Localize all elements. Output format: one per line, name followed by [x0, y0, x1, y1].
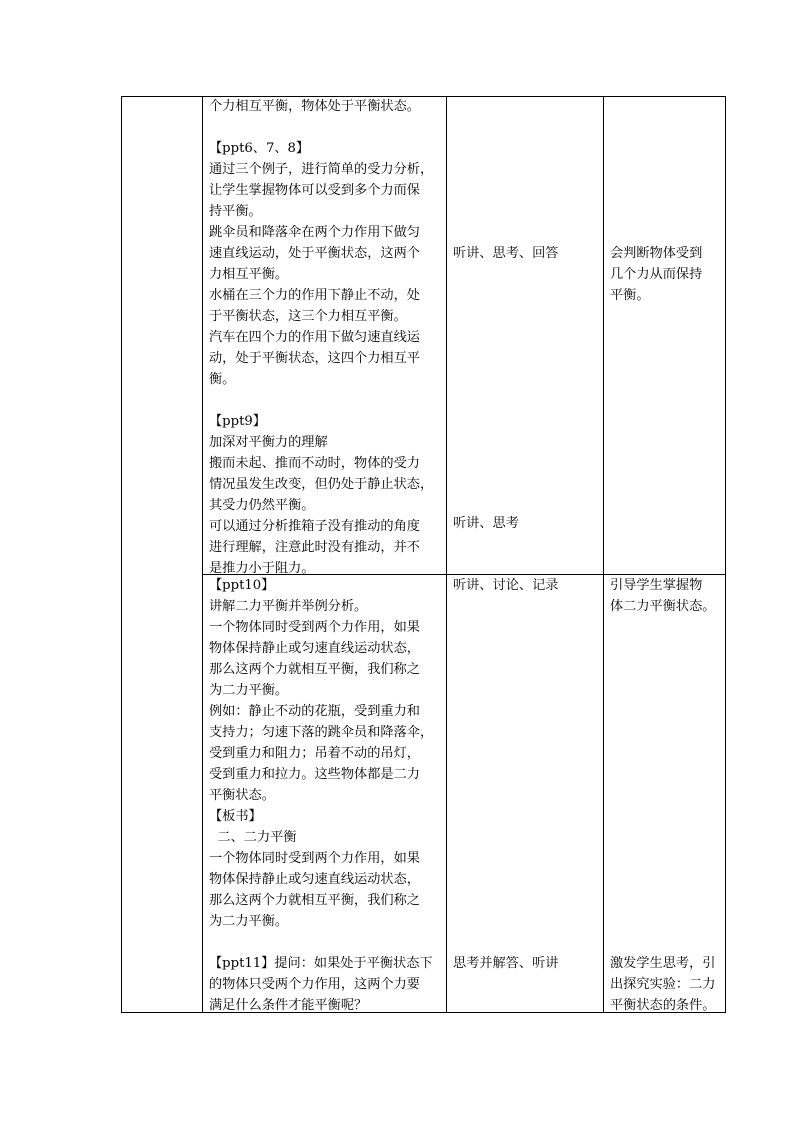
text-line: 加深对平衡力的理解	[209, 435, 328, 450]
text-line: 平衡状态。	[209, 788, 275, 803]
table-border-left	[121, 96, 122, 1013]
text-line: 支持力；匀速下落的跳伞员和降落伞，	[209, 725, 434, 740]
text-line: 水桶在三个力的作用下静止不动，处	[209, 288, 420, 303]
blank-line	[209, 390, 433, 411]
student-activity-row1-a	[453, 243, 559, 264]
activity-text: 听讲、思考	[453, 516, 519, 531]
text-line: 几个力从而保持	[610, 267, 703, 282]
text-line: 动，处于平衡状态，这四个力相互平	[209, 351, 420, 366]
text-line: 速直线运动，处于平衡状态，这两个	[209, 246, 420, 261]
text-line: 的物体只受两个力作用，这两个力要	[209, 977, 420, 992]
column-divider-1	[202, 96, 203, 1013]
text-line: 例如：静止不动的花瓶，受到重力和	[209, 704, 420, 719]
design-intent-row2-a	[610, 575, 716, 617]
text-line: 可以通过分析推箱子没有推动的角度	[209, 519, 420, 534]
table-border-right	[725, 96, 726, 1013]
student-activity-row2-a	[453, 575, 559, 596]
text-line: 那么这两个力就相互平衡，我们称之	[209, 662, 420, 677]
text-line: 物体保持静止或匀速直线运动状态，	[209, 641, 420, 656]
text-line: 讲解二力平衡并举例分析。	[209, 599, 368, 614]
text-line: 汽车在四个力的作用下做匀速直线运	[209, 330, 420, 345]
text-line: 满足什么条件才能平衡呢？	[209, 998, 368, 1013]
board-heading: 二、二力平衡	[209, 830, 297, 845]
text-line: 引导学生掌握物	[610, 578, 703, 593]
ppt-marker: 【ppt6、7、8】	[209, 141, 310, 156]
blank-line	[209, 932, 433, 953]
text-line: 个力相互平衡，物体处于平衡状态。	[209, 99, 420, 114]
text-line: 体二力平衡状态。	[610, 599, 716, 614]
column-divider-3	[603, 96, 604, 1013]
teaching-content-row1	[209, 96, 433, 579]
text-line: 衡。	[209, 372, 236, 387]
text-line: 于平衡状态，这三个力相互平衡。	[209, 309, 407, 324]
design-intent-row2-b	[610, 953, 716, 1016]
text-line: 跳伞员和降落伞在两个力作用下做匀	[209, 225, 420, 240]
text-line: 是推力小于阻力。	[209, 561, 315, 576]
student-activity-row1-b	[453, 513, 519, 534]
text-line: 为二力平衡。	[209, 914, 289, 929]
activity-text: 听讲、讨论、记录	[453, 578, 559, 593]
lesson-plan-table	[121, 96, 726, 1013]
board-writing-marker: 【板书】	[209, 809, 262, 824]
ppt-marker: 【ppt9】	[209, 414, 266, 429]
text-line: 受到重力和拉力。这些物体都是二力	[209, 767, 420, 782]
ppt-marker: 【ppt10】	[209, 578, 275, 593]
text-line: 进行理解，注意此时没有推动，并不	[209, 540, 420, 555]
ppt-marker: 【ppt11】提问：如果处于平衡状态下	[209, 956, 433, 971]
column-divider-2	[446, 96, 447, 1013]
text-line: 出探究实验：二力	[610, 977, 716, 992]
design-intent-row1	[610, 243, 702, 306]
text-line: 物体保持静止或匀速直线运动状态，	[209, 872, 420, 887]
text-line: 平衡。	[610, 288, 650, 303]
text-line: 力相互平衡。	[209, 267, 289, 282]
activity-text: 听讲、思考、回答	[453, 246, 559, 261]
text-line: 情况虽发生改变，但仍处于静止状态，	[209, 477, 434, 492]
text-line: 其受力仍然平衡。	[209, 498, 315, 513]
text-line: 那么这两个力就相互平衡，我们称之	[209, 893, 420, 908]
teaching-content-row2	[209, 575, 433, 1016]
text-line: 激发学生思考，引	[610, 956, 716, 971]
blank-line	[209, 117, 433, 138]
text-line: 受到重力和阻力；吊着不动的吊灯，	[209, 746, 420, 761]
text-line: 一个物体同时受到两个力作用，如果	[209, 620, 420, 635]
text-line: 平衡状态的条件。	[610, 998, 716, 1013]
text-line: 为二力平衡。	[209, 683, 289, 698]
text-line: 搬而未起、推而不动时，物体的受力	[209, 456, 420, 471]
text-line: 持平衡。	[209, 204, 262, 219]
text-line: 会判断物体受到	[610, 246, 703, 261]
student-activity-row2-b	[453, 953, 559, 974]
text-line: 一个物体同时受到两个力作用，如果	[209, 851, 420, 866]
text-line: 让学生掌握物体可以受到多个力而保	[209, 183, 420, 198]
text-line: 通过三个例子，进行简单的受力分析，	[209, 162, 434, 177]
activity-text: 思考并解答、听讲	[453, 956, 559, 971]
